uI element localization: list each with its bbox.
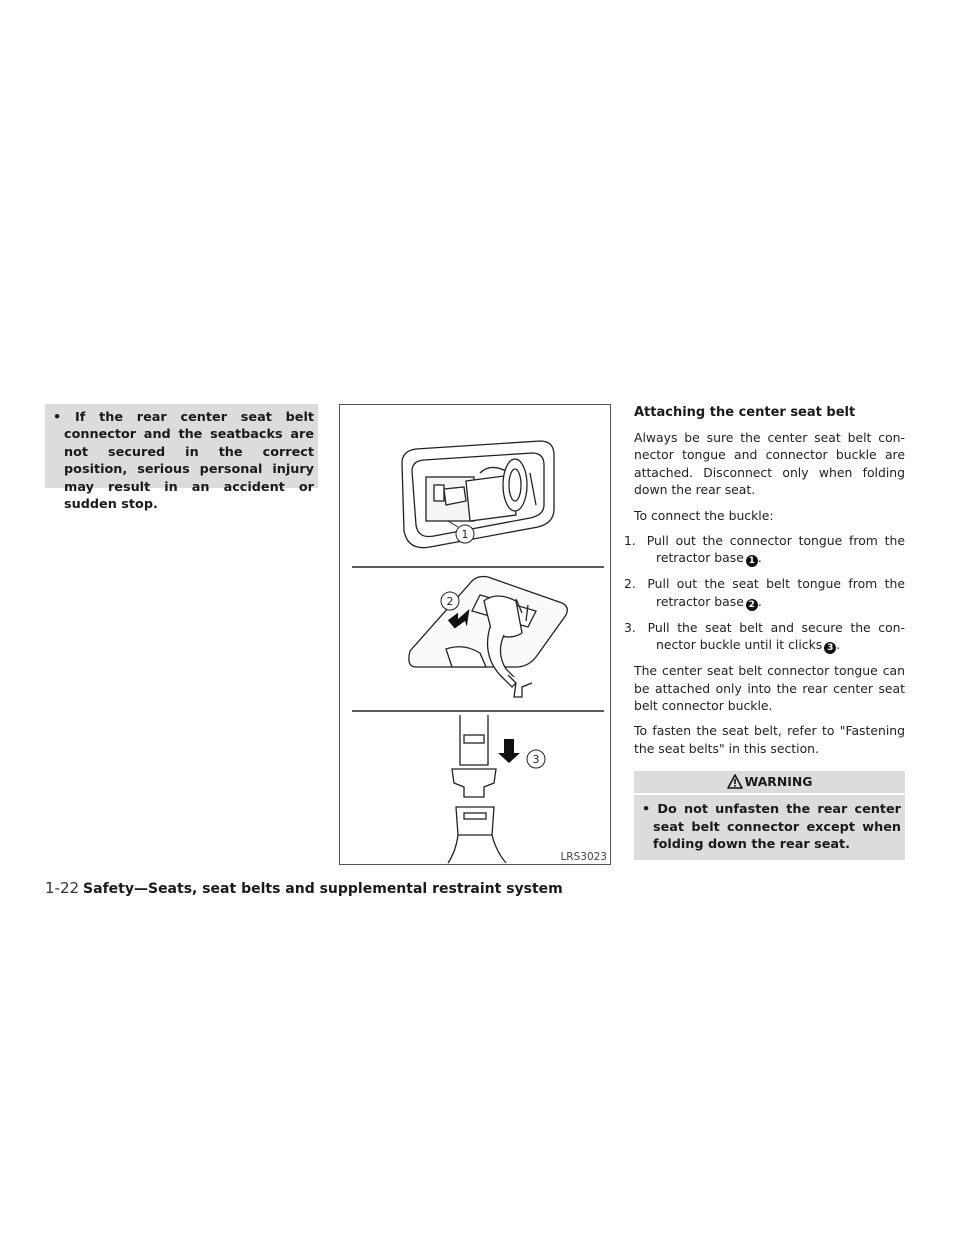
panel-3 (448, 715, 506, 863)
callout-3-label: 3 (532, 753, 540, 766)
callout-2-label: 2 (446, 595, 454, 608)
step-2: 2. Pull out the seat belt tongue from the retractor base 2 . (624, 576, 905, 610)
step-end: . (757, 550, 762, 566)
left-warning-body: If the rear center seat belt connector and the seatbacks are not secured in the correct position, serious personal injury may result in an accident or sudden stop. (64, 410, 314, 513)
step-text: Pull the seat belt and secure the con- nector buckle until it clicks (647, 619, 905, 653)
step-end: . (757, 593, 762, 609)
step-1: 1. Pull out the connector tongue from the retractor base 1 . (624, 533, 905, 567)
warning-box (634, 795, 905, 859)
panel-2 (409, 577, 567, 698)
panel-1 (402, 441, 554, 548)
page-number: 1-22 (45, 879, 80, 897)
page-footer (45, 878, 563, 897)
lead-paragraph: To connect the buckle: (634, 507, 774, 523)
bullet: • (53, 410, 62, 425)
reference-paragraph: To fasten the seat belt, refer to "Fastening the seat belts" in this section. (634, 723, 905, 756)
callout-1-label: 1 (461, 528, 469, 541)
warning-text (638, 801, 901, 853)
step-text: Pull out the seat belt tongue from the retractor base (647, 576, 905, 609)
seatbelt-illustration (339, 404, 611, 865)
step-end: . (836, 637, 841, 653)
warning-header (634, 771, 905, 793)
intro-paragraph: Always be sure the center seat belt con- nector tongue and connector buckle are attached. Disconnect only when folding down the rear seat. (634, 430, 905, 498)
step-text: Pull out the connector tongue from the retractor base (646, 533, 905, 566)
callout-2-marker (441, 592, 459, 610)
callout-3-marker (527, 750, 545, 768)
warning-label: WARNING (744, 774, 813, 790)
warning-body: Do not unfasten the rear center seat belt connector except when folding down the rear seat. (653, 802, 901, 853)
callout-ref: 2 (746, 599, 758, 611)
connector-paragraph: The center seat belt connector tongue can be attached only into the rear center seat belt connector buckle. (634, 663, 905, 714)
step-3: 3. Pull the seat belt and secure the con- nector buckle until it clicks 3 . (624, 619, 905, 654)
bullet: • (642, 802, 651, 818)
callout-ref: 1 (746, 555, 758, 567)
arrow-3 (498, 739, 520, 763)
left-warning-box (45, 404, 318, 513)
callout-ref: 3 (824, 642, 836, 654)
figure-code: LRS3023 (560, 851, 607, 863)
warning-triangle-icon (727, 774, 743, 789)
chapter-title: Safety—Seats, seat belts and supplemental restraint system (83, 881, 563, 897)
illustration-drawing (340, 405, 610, 864)
left-warning-text (49, 409, 314, 513)
section-heading: Attaching the center seat belt (634, 405, 856, 420)
right-column (624, 404, 905, 860)
